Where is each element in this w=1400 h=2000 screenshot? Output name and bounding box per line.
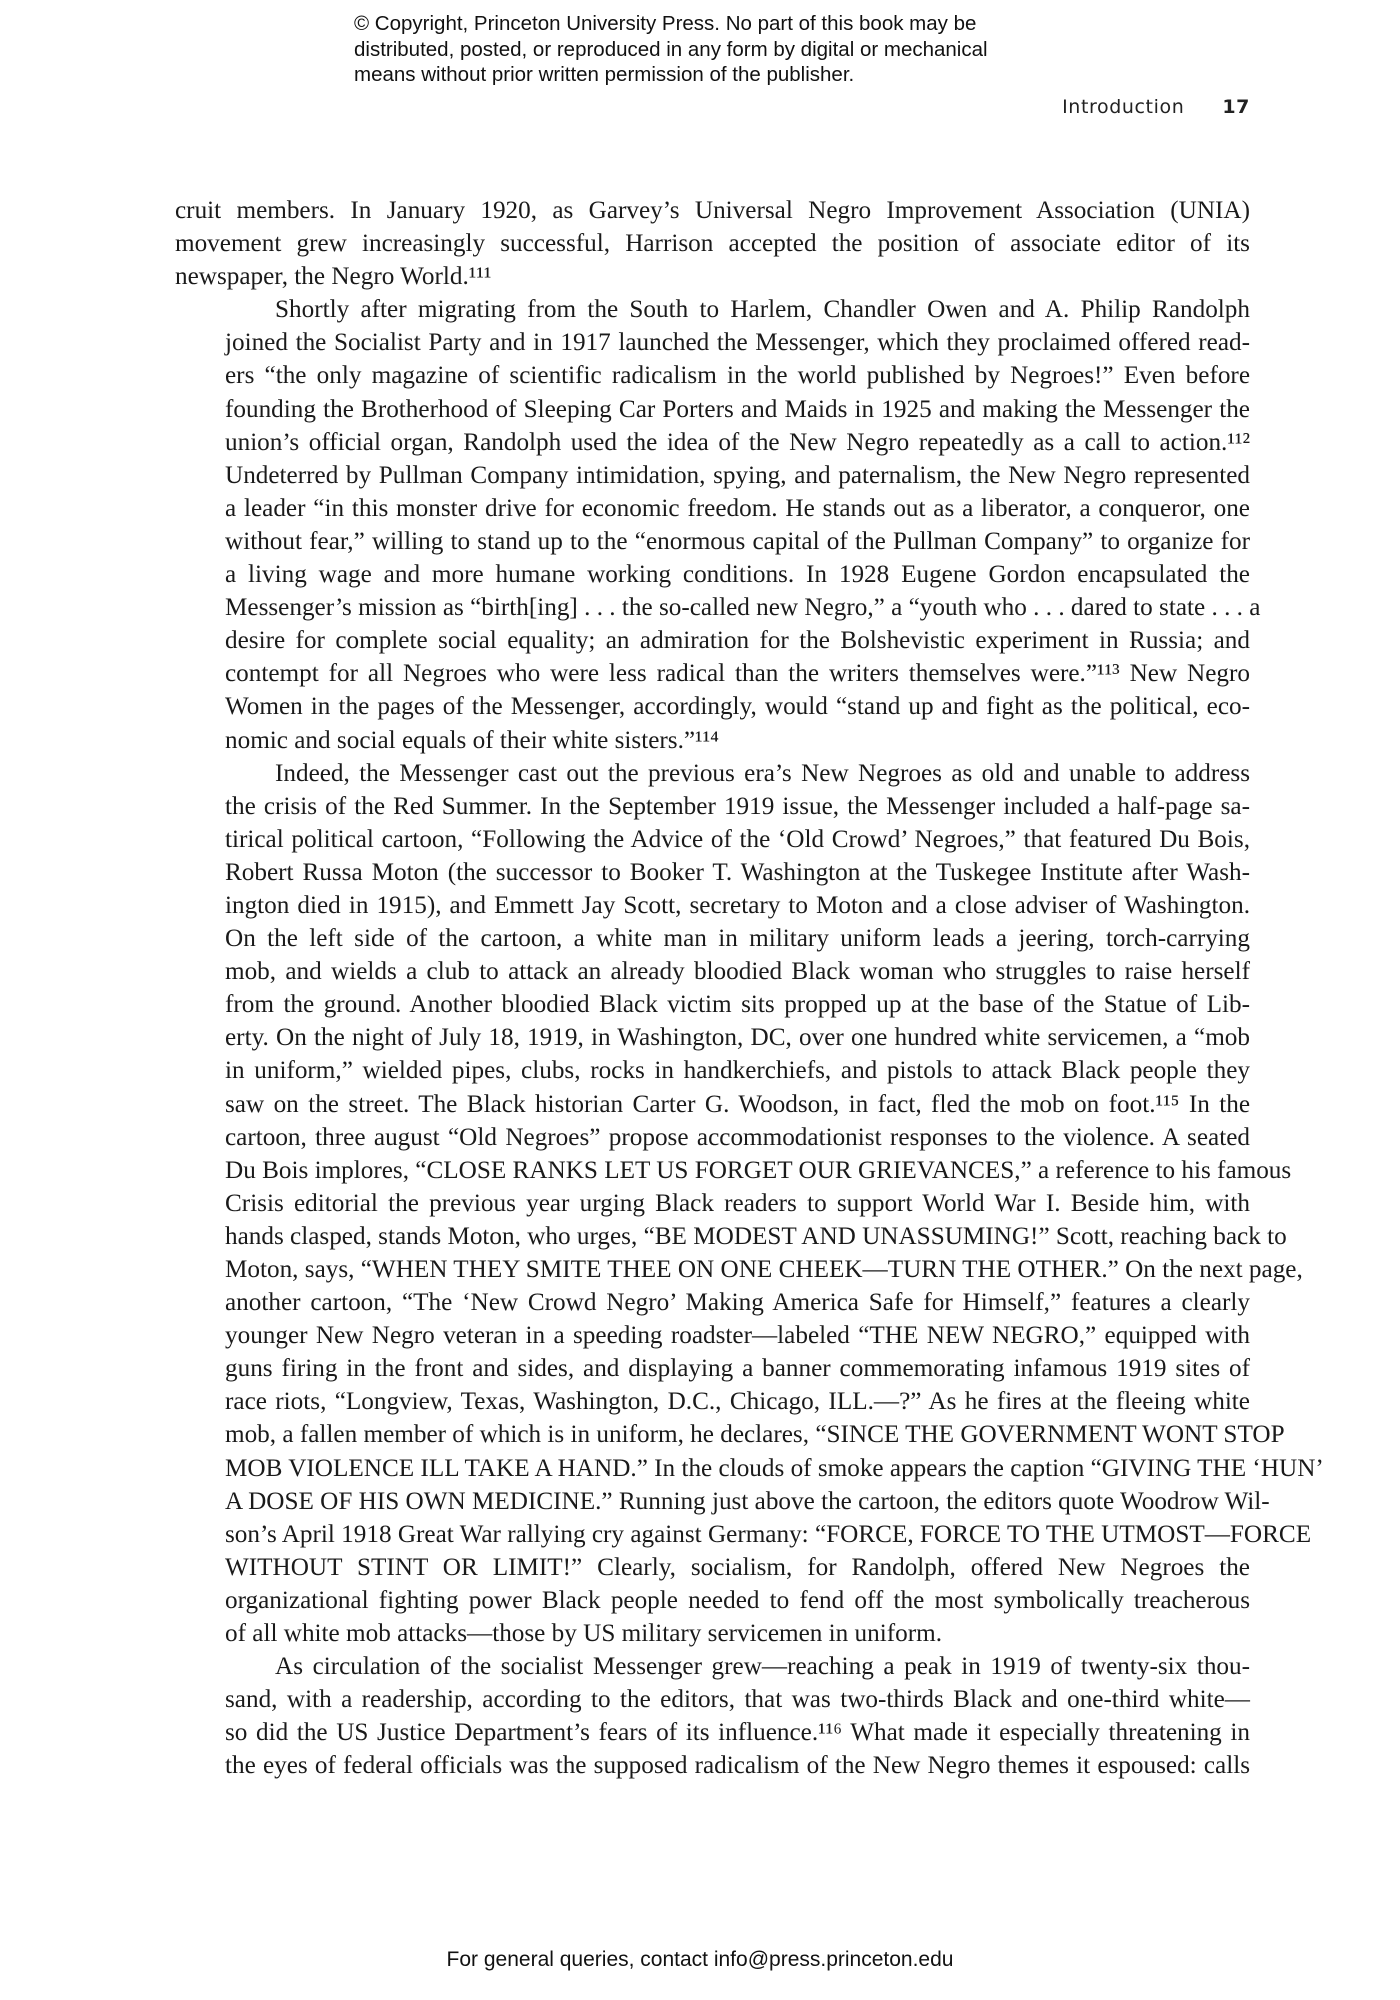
text-line: another cartoon, “The ‘New Crowd Negro’ Making America Safe for Himself,” features a clearly [225, 1289, 1250, 1317]
text-line: founding the Brotherhood of Sleeping Car Porters and Maids in 1925 and making the Messenger the [225, 395, 1250, 423]
text-line: mob, and wields a club to attack an already bloodied Black woman who struggles to raise herself [225, 958, 1250, 986]
text-line: cartoon, three august “Old Negroes” propose accommodationist responses to the violence. A seated [225, 1123, 1250, 1151]
paragraph [175, 293, 1261, 756]
text-line: Crisis editorial the previous year urging Black readers to support World War I. Beside him, with [225, 1189, 1250, 1217]
text-line: a living wage and more humane working conditions. In 1928 Eugene Gordon encapsulated the [225, 561, 1250, 589]
running-head [1062, 96, 1250, 118]
page-number: 17 [1222, 96, 1250, 118]
text-line: ers “the only magazine of scientific radicalism in the world published by Negroes!” Even before [225, 362, 1250, 390]
text-line: the crisis of the Red Summer. In the September 1919 issue, the Messenger included a half-page sa- [225, 792, 1250, 820]
text-line: mob, a fallen member of which is in uniform, he declares, “SINCE THE GOVERNMENT WONT STOP [225, 1421, 1285, 1449]
text-line: contempt for all Negroes who were less radical than the writers themselves were.”¹¹³ New Negro [225, 660, 1250, 688]
text-line: of all white mob attacks—those by US military servicemen in uniform. [225, 1620, 942, 1648]
text-line: a leader “in this monster drive for economic freedom. He stands out as a liberator, a conqueror, one [225, 494, 1250, 522]
copyright-line: © Copyright, Princeton University Press. No part of this book may be [354, 12, 977, 35]
text-line: cruit members. In January 1920, as Garvey’s Universal Negro Improvement Association (UNIA) [175, 197, 1250, 224]
paragraph [175, 1650, 1250, 1782]
text-line: without fear,” willing to stand up to the “enormous capital of the Pullman Company” to organize for [225, 527, 1250, 555]
text-line: As circulation of the socialist Messenger grew—reaching a peak in 1919 of twenty-six thou- [275, 1653, 1250, 1681]
text-line: desire for complete social equality; an admiration for the Bolshevistic experiment in Russia; and [225, 627, 1250, 655]
text-line: Robert Russa Moton (the successor to Booker T. Washington at the Tuskegee Institute after Wash- [225, 858, 1250, 886]
copyright-line: means without prior written permission of the publisher. [354, 63, 855, 86]
text-line: so did the US Justice Department’s fears of its influence.¹¹⁶ What made it especially threatening in [225, 1719, 1250, 1747]
text-line: Messenger’s mission as “birth[ing] . . . the so-called new Negro,” a “youth who . . . dared to state . . . a [225, 594, 1261, 622]
text-line: MOB VIOLENCE ILL TAKE A HAND.” In the clouds of smoke appears the caption “GIVING THE ‘HUN’ [225, 1454, 1324, 1482]
text-line: the eyes of federal officials was the supposed radicalism of the New Negro themes it espoused: calls [225, 1752, 1250, 1780]
text-line: erty. On the night of July 18, 1919, in Washington, DC, over one hundred white servicemen, a “mob [225, 1024, 1250, 1052]
paragraph [175, 757, 1324, 1651]
text-line: from the ground. Another bloodied Black victim sits propped up at the base of the Statue of Lib- [225, 991, 1250, 1019]
copyright-line: distributed, posted, or reproduced in any form by digital or mechanical [354, 37, 988, 61]
text-line: Du Bois implores, “CLOSE RANKS LET US FORGET OUR GRIEVANCES,” a reference to his famous [225, 1156, 1292, 1184]
text-line: sand, with a readership, according to the editors, that was two-thirds Black and one-third white— [225, 1686, 1250, 1714]
text-line: union’s official organ, Randolph used the idea of the New Negro repeatedly as a call to action.¹¹² [225, 428, 1250, 456]
text-line: movement grew increasingly successful, Harrison accepted the position of associate editor of its [175, 230, 1250, 258]
copyright-notice [354, 11, 1114, 88]
text-line: nomic and social equals of their white sisters.”¹¹⁴ [225, 726, 719, 754]
text-line: guns firing in the front and sides, and displaying a banner commemorating infamous 1919 sites of [225, 1355, 1250, 1383]
text-line: newspaper, the Negro World.¹¹¹ [175, 263, 492, 291]
running-head-section: Introduction [1062, 96, 1185, 118]
text-line: joined the Socialist Party and in 1917 launched the Messenger, which they proclaimed offered read- [225, 329, 1250, 357]
body-text [175, 194, 1324, 1783]
text-line: saw on the street. The Black historian Carter G. Woodson, in fact, fled the mob on foot.¹¹⁵ In the [225, 1090, 1250, 1118]
text-line: Indeed, the Messenger cast out the previous era’s New Negroes as old and unable to address [275, 759, 1250, 787]
text-line: Shortly after migrating from the South to Harlem, Chandler Owen and A. Philip Randolph [275, 296, 1250, 324]
text-line: tirical political cartoon, “Following the Advice of the ‘Old Crowd’ Negroes,” that featured Du Bois, [225, 825, 1250, 853]
text-line: race riots, “Longview, Texas, Washington, D.C., Chicago, ILL.—?” As he fires at the fleeing white [225, 1388, 1250, 1416]
text-line: organizational fighting power Black people needed to fend off the most symbolically treacherous [225, 1586, 1250, 1614]
text-line: Women in the pages of the Messenger, accordingly, would “stand up and fight as the political, eco- [225, 693, 1250, 721]
text-line: son’s April 1918 Great War rallying cry against Germany: “FORCE, FORCE TO THE UTMOST—FORCE [225, 1520, 1312, 1548]
text-line: WITHOUT STINT OR LIMIT!” Clearly, socialism, for Randolph, offered New Negroes the [225, 1553, 1250, 1581]
text-line: Moton, says, “WHEN THEY SMITE THEE ON ONE CHEEK—TURN THE OTHER.” On the next page, [225, 1256, 1303, 1283]
text-line: hands clasped, stands Moton, who urges, “BE MODEST AND UNASSUMING!” Scott, reaching back to [225, 1222, 1287, 1250]
text-line: Undeterred by Pullman Company intimidation, spying, and paternalism, the New Negro represented [225, 461, 1250, 489]
text-line: younger New Negro veteran in a speeding roadster—labeled “THE NEW NEGRO,” equipped with [225, 1322, 1250, 1350]
text-line: in uniform,” wielded pipes, clubs, rocks in handkerchiefs, and pistols to attack Black people they [225, 1057, 1250, 1085]
text-line: A DOSE OF HIS OWN MEDICINE.” Running just above the cartoon, the editors quote Woodrow Wil- [225, 1487, 1270, 1515]
text-line: On the left side of the cartoon, a white man in military uniform leads a jeering, torch-carrying [225, 925, 1250, 953]
text-line: ington died in 1915), and Emmett Jay Scott, secretary to Moton and a close adviser of Washington. [225, 891, 1250, 919]
footer-contact: For general queries, contact info@press.princeton.edu [446, 1948, 954, 1971]
paragraph [175, 194, 1250, 293]
